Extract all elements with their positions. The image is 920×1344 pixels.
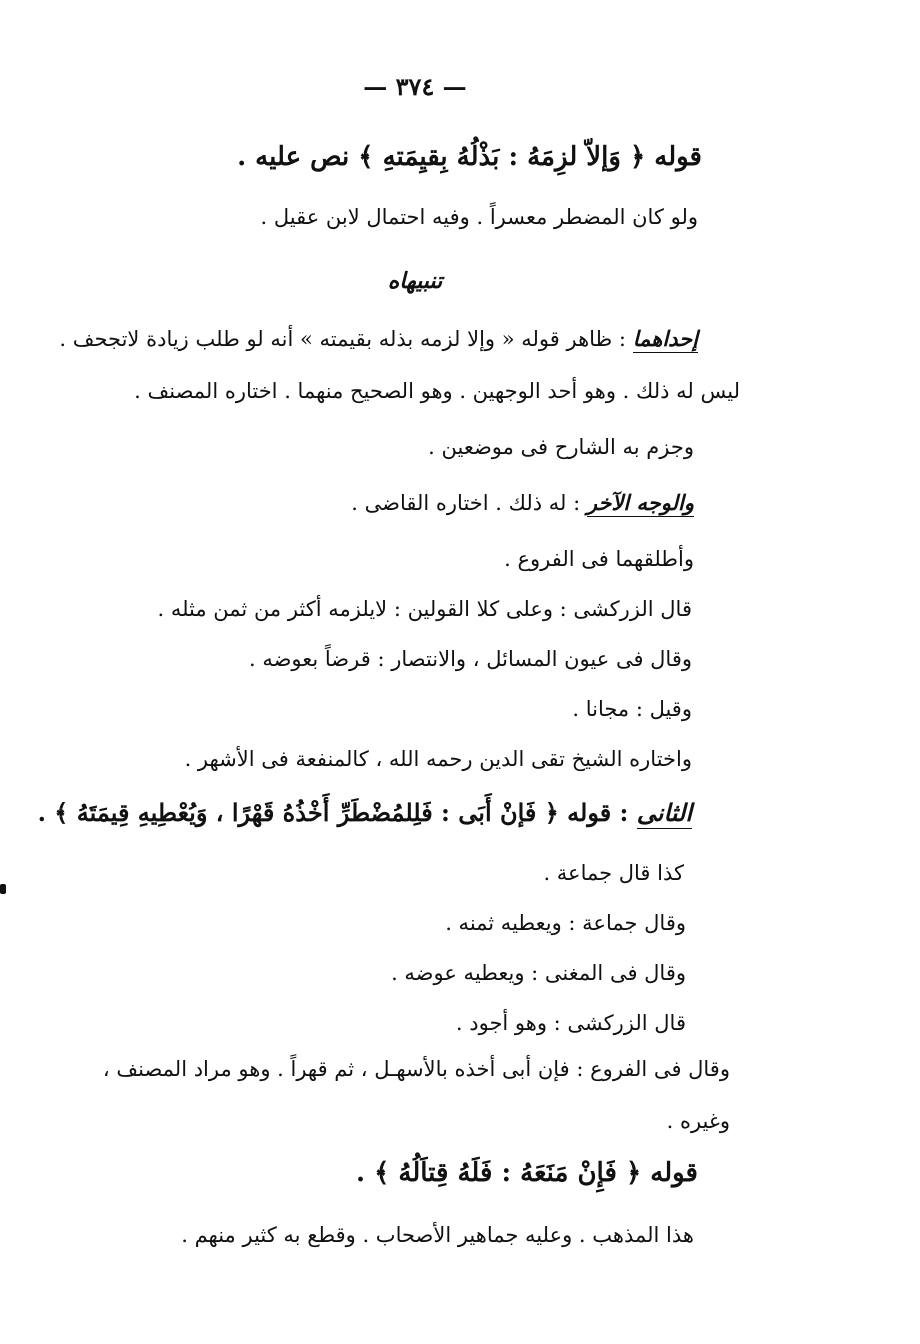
other-view-label: والوجه الآخر [586, 490, 694, 515]
note-one-text: : ظاهر قوله « وإلا لزمه بذله بقيمته » أنه لو طلب زيادة لاتجحف . [59, 327, 627, 351]
verse-heading-1-text: ﴿ وَإلاّ لزِمَهُ : بَذْلُهُ بِقيِمَتهِ ﴾ نص عليه . [237, 142, 646, 172]
paragraph-line [351, 488, 694, 518]
paragraph-line: قال الزركشى : وعلى كلا القولين : لايلزمه أكثر من ثمن مثله . [157, 597, 692, 621]
paragraph-line: كذا قال جماعة . [543, 861, 684, 885]
paragraph-line: ليس له ذلك . وهو أحد الوجهين . وهو الصحيح منهما . اختاره المصنف . [134, 379, 740, 403]
page-number: — ٣٧٤ — [363, 72, 467, 101]
paragraph-line: وقال فى الفروع : فإن أبى أخذه بالأسهـل ، ثم قهراً . وهو مراد المصنف ، [102, 1057, 730, 1081]
paragraph-line: وقال فى عيون المسائل ، والانتصار : قرضاً بعوضه . [248, 647, 692, 671]
verse-heading-2 [38, 798, 692, 828]
paragraph-line: واختاره الشيخ تقى الدين رحمه الله ، كالمنفعة فى الأشهر . [184, 747, 692, 771]
note-one-label: إحداهما [632, 326, 698, 351]
note-two-label: الثانى [636, 798, 692, 827]
verse-heading-3-lead: قوله [650, 1158, 698, 1188]
paragraph-line-first [59, 324, 698, 354]
paragraph-line: ولو كان المضطر معسراً . وفيه احتمال لابن عقيل . [260, 205, 698, 229]
paragraph-line: وقال فى المغنى : ويعطيه عوضه . [391, 961, 686, 985]
paragraph-line: وقيل : مجانا . [572, 697, 692, 721]
paragraph-line: وغيره . [666, 1109, 730, 1133]
section-title: تنبيهاه [387, 268, 443, 294]
verse-heading-3-text: ﴿ فَإِنْ مَنَعَهُ : فَلَهُ قِتاَلُهُ ﴾ . [355, 1158, 642, 1188]
paragraph-line: وأطلقهما فى الفروع . [504, 547, 694, 571]
other-view-text: : له ذلك . اختاره القاضى . [351, 491, 581, 515]
paragraph-line: وقال جماعة : ويعطيه ثمنه . [445, 911, 686, 935]
paragraph-line: وجزم به الشارح فى موضعين . [428, 435, 694, 459]
paragraph-line: قال الزركشى : وهو أجود . [455, 1011, 686, 1035]
verse-heading-1-lead: قوله [654, 142, 702, 172]
verse-heading-1 [237, 142, 702, 172]
note-two-text: : قوله ﴿ فَإنْ أَبَى : فَلِلمُضْطَرِّ أَخْذُهُ قَهْرًا ، وَيُعْطِيهِ قِيمَتَهُ ﴾ . [37, 798, 629, 827]
margin-mark [0, 884, 6, 894]
paragraph-line: هذا المذهب . وعليه جماهير الأصحاب . وقطع به كثير منهم . [181, 1223, 694, 1247]
verse-heading-3 [356, 1158, 698, 1188]
